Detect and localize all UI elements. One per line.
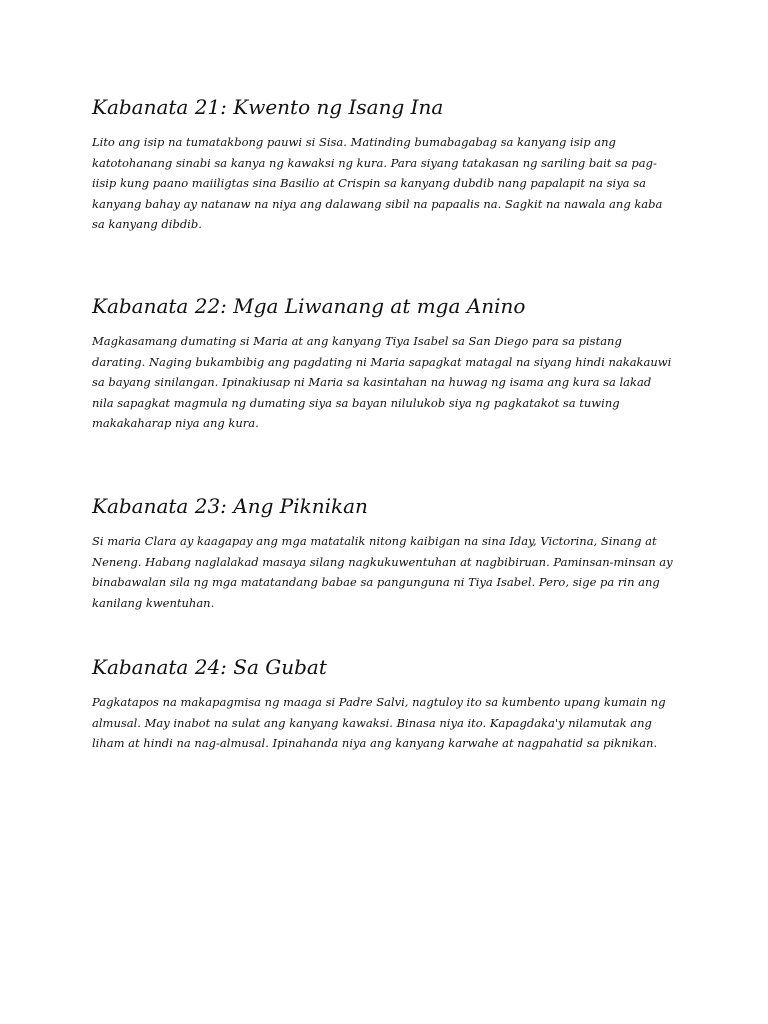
chapter-title: Kabanata 24: Sa Gubat <box>92 655 327 679</box>
chapter-body: Magkasamang dumating si Maria at ang kanyang Tiya Isabel sa San Diego para sa pistang darating. Naging bukambibig ang pagdating ni Maria sapagkat matagal na siyang hindi nakakauwi sa bayang sinilangan. Ipinakiusap ni Maria sa kasintahan na huwag ng isama ang kura sa lakad nila sapagkat magmula ng dumating siya sa bayan nilulukob siya ng pagkatakot sa tuwing makakaharap niya ang kura. <box>92 334 672 430</box>
chapter-body: Si maria Clara ay kaagapay ang mga matatalik nitong kaibigan na sina Iday, Victorina, Sinang at Neneng. Habang naglalakad masaya silang nagkukuwentuhan at nagbibiruan. Paminsan-minsan ay binabawalan sila ng mga matatandang babae sa pangunguna ni Tiya Isabel. Pero, sige pa rin ang kanilang kwentuhan. <box>92 534 673 610</box>
chapter-24 <box>92 654 676 754</box>
chapter-23 <box>92 493 676 613</box>
chapter-title: Kabanata 21: Kwento ng Isang Ina <box>92 95 444 119</box>
chapter-body: Lito ang isip na tumatakbong pauwi si Sisa. Matinding bumabagabag sa kanyang isip ang katotohanang sinabi sa kanya ng kawaksi ng kura. Para siyang tatakasan ng sariling bait sa pag-iisip kung paano maiiligtas sina Basilio at Crispin sa kanyang dubdib nang papalapit na siya sa kanyang bahay ay natanaw na niya ang dalawang sibil na papaalis na. Sagkit na nawala ang kaba sa kanyang dibdib. <box>92 135 663 231</box>
chapter-title: Kabanata 23: Ang Piknikan <box>92 494 368 518</box>
chapter-title: Kabanata 22: Mga Liwanang at mga Anino <box>92 294 526 318</box>
chapter-body: Pagkatapos na makapagmisa ng maaga si Padre Salvi, nagtuloy ito sa kumbento upang kumain ng almusal. May inabot na sulat ang kanyang kawaksi. Binasa niya ito. Kapagdaka'y nilamutak ang liham at hindi na nag-almusal. Ipinahanda niya ang kanyang karwahe at nagpahatid sa piknikan. <box>92 695 666 750</box>
chapter-22 <box>92 293 676 434</box>
chapter-21 <box>92 94 676 235</box>
